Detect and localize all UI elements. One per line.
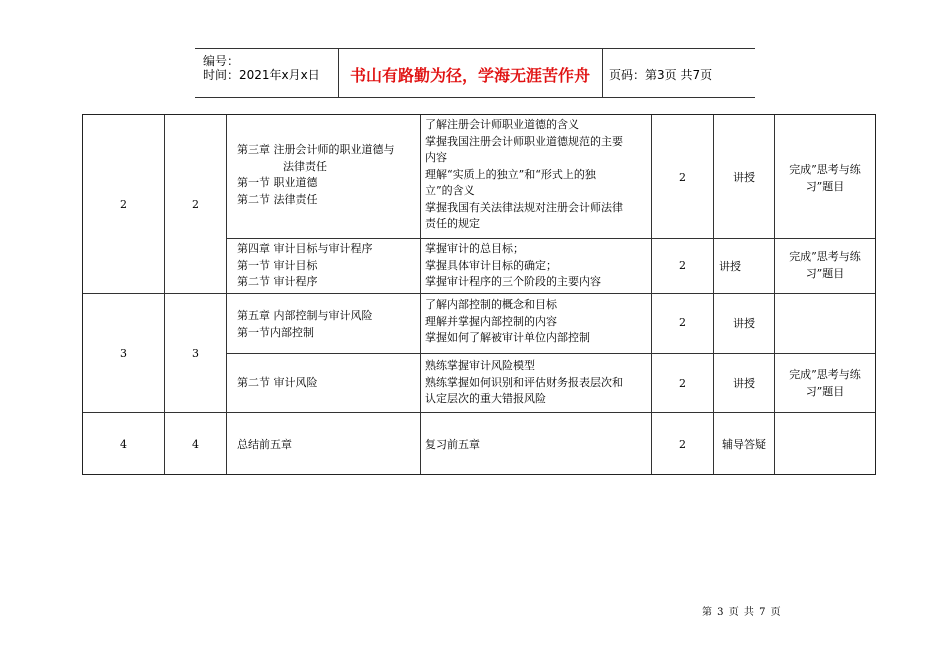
objective-line: 掌握审计的总目标；: [425, 242, 524, 255]
objectives-cell: [425, 117, 649, 233]
method-cell: 讲授: [733, 377, 755, 390]
document-header: [195, 48, 755, 98]
objective-line: 掌握我国注册会计师职业道德规范的主要: [425, 134, 623, 148]
content-line: 第二节 审计风险: [237, 376, 318, 389]
hours-cell: 2: [679, 316, 686, 329]
objective-line: 熟练掌握审计风险模型: [425, 359, 535, 372]
week-cell: 2: [120, 198, 127, 211]
header-motto: 书山有路勤为径，学海无涯苦作舟: [349, 66, 590, 85]
hours-cell: 2: [679, 377, 686, 390]
table-row-divider: [226, 353, 875, 354]
homework-line: 完成”思考与练: [789, 368, 861, 381]
method-cell: 讲授: [733, 317, 755, 330]
objective-line: 内容: [425, 151, 447, 164]
homework-line: 习”题目: [805, 179, 845, 193]
content-line: 第二节 审计程序: [237, 275, 318, 288]
objective-line: 掌握审计程序的三个阶段的主要内容: [425, 275, 601, 288]
objective-line: 认定层次的重大错报风险: [425, 392, 546, 405]
table-column-divider: [713, 115, 714, 474]
session-cell: 4: [192, 438, 199, 451]
hours-cell: 2: [679, 171, 686, 184]
method-cell: 讲授: [719, 260, 741, 273]
table-column-divider: [420, 115, 421, 474]
content-line: 第一节 审计目标: [237, 258, 318, 272]
homework-line: 习”题目: [805, 384, 845, 398]
table-row-divider: [83, 293, 875, 294]
objective-line: 熟练掌握如何识别和评估财务报表层次和: [425, 375, 623, 389]
session-cell: 3: [192, 347, 199, 360]
content-line: 第五章 内部控制与审计风险: [237, 309, 373, 322]
week-cell: 3: [120, 347, 127, 360]
table-row-divider: [83, 412, 875, 413]
objective-line: 掌握我国有关法律法规对注册会计师法律: [425, 200, 623, 214]
homework-cell: [775, 249, 875, 282]
content-cell: 总结前五章: [237, 438, 292, 451]
content-cell: [237, 308, 417, 341]
objective-line: 责任的规定: [425, 217, 480, 230]
content-line: 第三章 注册会计师的职业道德与: [237, 143, 395, 156]
objective-line: 理解并掌握内部控制的内容: [425, 314, 557, 328]
objective-line: 掌握如何了解被审计单位内部控制: [425, 331, 590, 344]
objective-line: 掌握具体审计目标的确定；: [425, 258, 557, 272]
content-line: 第四章 审计目标与审计程序: [237, 242, 373, 255]
content-line: 第二节 法律责任: [237, 192, 318, 206]
content-line: 第一节 职业道德: [237, 176, 318, 189]
content-line: 法律责任: [283, 159, 327, 173]
objectives-cell: [425, 297, 649, 347]
homework-cell: [775, 162, 875, 195]
table-row-divider: [226, 238, 875, 239]
page-indicator: 页码：第3页 共7页: [609, 68, 713, 82]
objective-line: 立”的含义: [425, 184, 475, 197]
table-column-divider: [164, 115, 165, 474]
hours-cell: 2: [679, 438, 686, 451]
schedule-table: [82, 114, 876, 475]
objectives-cell: 复习前五章: [425, 438, 480, 451]
header-divider: [602, 49, 603, 97]
hours-cell: 2: [679, 259, 686, 272]
document-number: 编号：: [203, 54, 240, 68]
objective-line: 了解注册会计师职业道德的含义: [425, 118, 579, 131]
objectives-cell: [425, 241, 649, 291]
page-footer: 第 3 页 共 7 页: [702, 607, 782, 618]
session-cell: 2: [192, 198, 199, 211]
homework-line: 习”题目: [805, 266, 845, 280]
content-cell: [237, 241, 417, 291]
objective-line: 理解“实质上的独立”和“形式上的独: [425, 167, 596, 181]
objectives-cell: [425, 358, 649, 408]
homework-line: 完成”思考与练: [789, 250, 861, 263]
method-cell: 讲授: [733, 171, 755, 184]
method-cell: 辅导答疑: [722, 438, 766, 451]
table-column-divider: [651, 115, 652, 474]
week-cell: 4: [120, 438, 127, 451]
homework-cell: [775, 367, 875, 400]
content-line: 第一节内部控制: [237, 325, 314, 339]
table-column-divider: [226, 115, 227, 474]
objective-line: 了解内部控制的概念和目标: [425, 298, 557, 311]
content-cell: [237, 142, 417, 208]
document-date: 时间：2021年x月x日: [203, 68, 320, 82]
content-cell: [237, 375, 417, 392]
homework-line: 完成”思考与练: [789, 163, 861, 176]
